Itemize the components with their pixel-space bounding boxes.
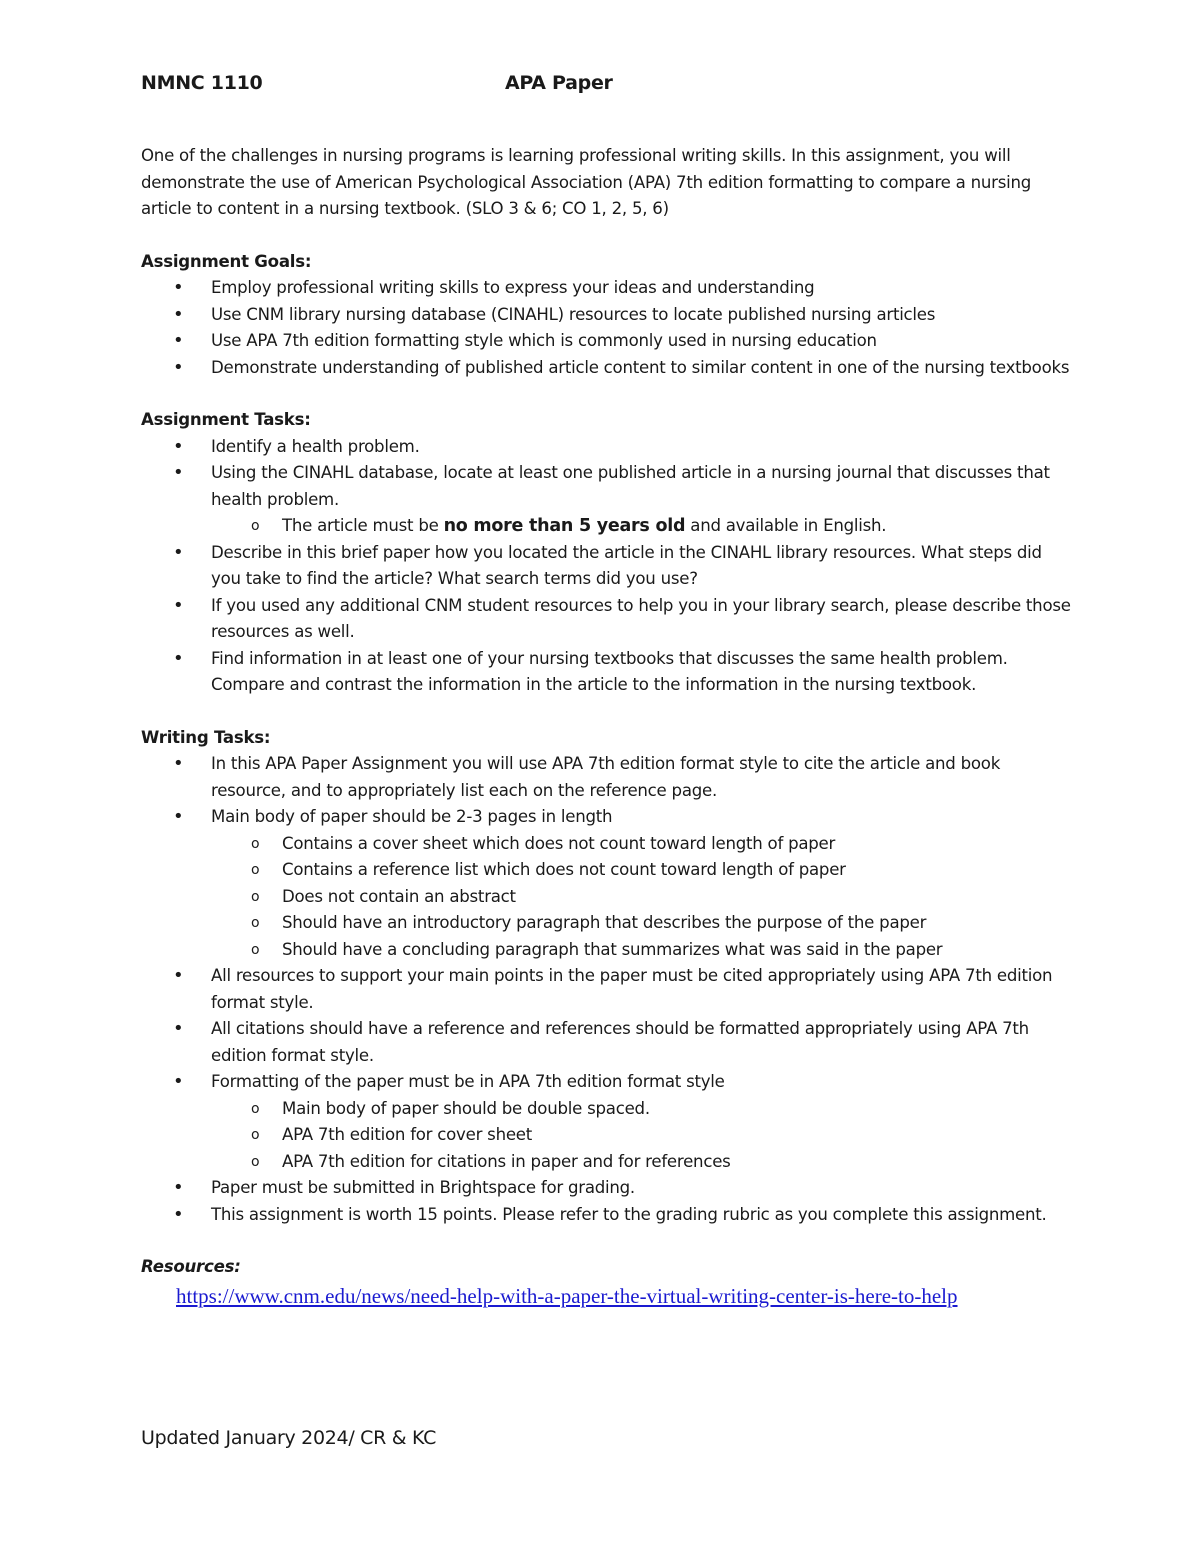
assignment-tasks-list xyxy=(141,434,1071,699)
resources-section xyxy=(141,1254,1071,1311)
sub-list-item-text: The article must be xyxy=(282,516,444,535)
sub-list-item: o Contains a reference list which does not count toward length of paper xyxy=(141,857,1071,884)
list-item xyxy=(141,460,1071,540)
assignment-tasks-heading: Assignment Tasks: xyxy=(141,410,311,429)
writing-tasks-section xyxy=(141,725,1071,1229)
list-item: • Identify a health problem. xyxy=(141,434,1071,461)
document-body xyxy=(141,143,1071,1311)
list-item: • All resources to support your main points in the paper must be cited appropriately using APA 7th edition format style. xyxy=(141,963,1071,1016)
writing-tasks-heading: Writing Tasks: xyxy=(141,727,271,747)
list-item: • Paper must be submitted in Brightspace for grading. xyxy=(141,1175,1071,1202)
sub-list xyxy=(211,831,1071,964)
sub-list xyxy=(211,513,1071,540)
assignment-goals-section xyxy=(141,249,1071,382)
assignment-goals-heading: Assignment Goals: xyxy=(141,251,312,271)
resource-link[interactable]: https://www.cnm.edu/news/need-help-with-a-paper-the-virtual-writing-center-is-here-to-help xyxy=(176,1283,958,1308)
sub-list-item-text: and available in English. xyxy=(685,516,887,535)
sub-list-item xyxy=(141,513,1071,540)
list-item: • Demonstrate understanding of published article content to similar content in one of the nursing textbooks xyxy=(141,355,1071,382)
list-item: • Use APA 7th edition formatting style which is commonly used in nursing education xyxy=(141,328,1071,355)
list-item: • Employ professional writing skills to express your ideas and understanding xyxy=(141,275,1071,302)
document-footer: Updated January 2024/ CR & KC xyxy=(141,1427,437,1449)
intro-paragraph: One of the challenges in nursing programs is learning professional writing skills. In this assignment, you will demonstrate the use of American Psychological Association (APA) 7th edition formatting to compare a nursing article to content in a nursing textbook. (SLO 3 & 6; CO 1, 2, 5, 6) xyxy=(141,146,1031,218)
list-item-text: Formatting of the paper must be in APA 7th edition format style xyxy=(211,1072,725,1091)
list-item: • All citations should have a reference and references should be formatted appropriately using APA 7th edition format style. xyxy=(141,1016,1071,1069)
sub-list-item: o APA 7th edition for cover sheet xyxy=(141,1122,1071,1149)
list-item: • This assignment is worth 15 points. Please refer to the grading rubric as you complete this assignment. xyxy=(141,1202,1071,1229)
assignment-goals-list xyxy=(141,275,1071,381)
list-item: • Describe in this brief paper how you located the article in the CINAHL library resources. What steps did you take to find the article? What search terms did you use? xyxy=(141,540,1071,593)
list-item: • Use CNM library nursing database (CINAHL) resources to locate published nursing articles xyxy=(141,302,1071,329)
writing-tasks-list xyxy=(141,751,1071,1228)
list-item xyxy=(141,804,1071,963)
course-code: NMNC 1110 xyxy=(141,72,263,94)
emphasis-text: no more than 5 years old xyxy=(443,516,686,536)
sub-list-item: o Should have a concluding paragraph that summarizes what was said in the paper xyxy=(141,937,1071,964)
sub-list-item: o APA 7th edition for citations in paper and for references xyxy=(141,1149,1071,1176)
list-item xyxy=(141,1069,1071,1175)
sub-list-item: o Contains a cover sheet which does not count toward length of paper xyxy=(141,831,1071,858)
resources-heading: Resources: xyxy=(141,1257,241,1276)
sub-list-item: o Does not contain an abstract xyxy=(141,884,1071,911)
list-item: • If you used any additional CNM student resources to help you in your library search, please describe those resources as well. xyxy=(141,593,1071,646)
sub-list-item: o Should have an introductory paragraph that describes the purpose of the paper xyxy=(141,910,1071,937)
sub-list xyxy=(211,1096,1071,1176)
list-item: • Find information in at least one of your nursing textbooks that discusses the same health problem. Compare and contrast the information in the article to the information in the nursing textbook. xyxy=(141,646,1071,699)
list-item-text: Main body of paper should be 2-3 pages in length xyxy=(211,807,613,826)
list-item-text: Using the CINAHL database, locate at least one published article in a nursing journal that discusses that health problem. xyxy=(211,463,1050,509)
sub-list-item: o Main body of paper should be double spaced. xyxy=(141,1096,1071,1123)
list-item: • In this APA Paper Assignment you will use APA 7th edition format style to cite the article and book resource, and to appropriately list each on the reference page. xyxy=(141,751,1071,804)
document-title: APA Paper xyxy=(505,72,613,94)
assignment-tasks-section xyxy=(141,407,1071,699)
